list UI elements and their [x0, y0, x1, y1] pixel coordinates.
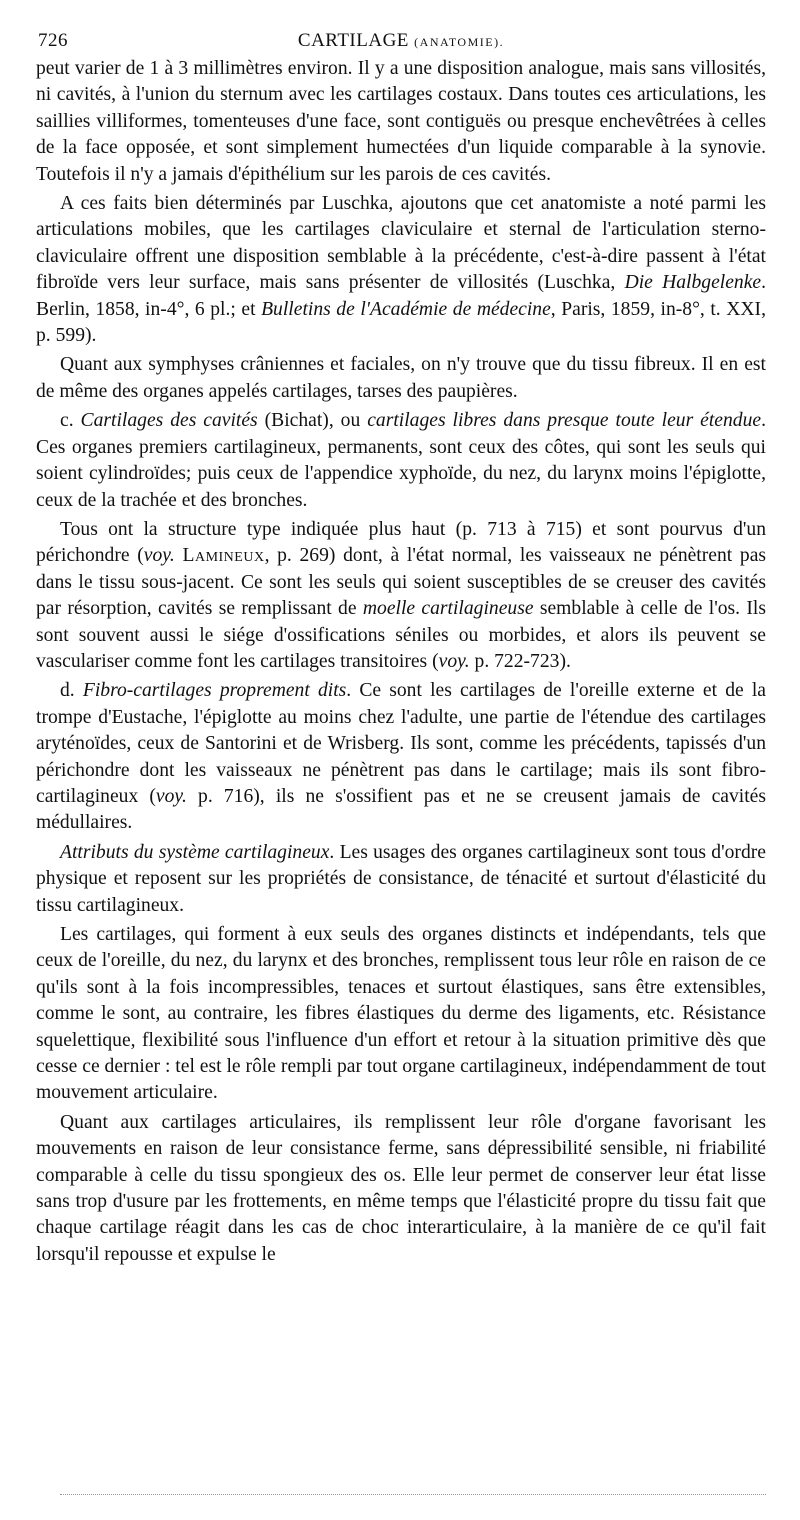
- text-segment: Les cartilages, qui forment à eux seuls des organes distincts et indépendants, tels que ceux de l'oreille, du nez, du larynx et des bronches, remplissent tous leur rôle en raison de ce qu'ils sont à la fois incompressibles, tenaces et surtout élastiques, sans être extensibles, comme le sont, au contraire, les fibres élastiques du derme des ligaments, etc. Résistance squelettique, flexibilité sous l'influence d'un effort et retour à la situation primitive dès que cesse ce dernier : tel est le rôle rempli par tout organe cartilagineux, indépendamment de tout mouvement articulaire.: [36, 924, 766, 1104]
- body-text: [36, 56, 766, 1268]
- text-segment: Quant aux cartilages articulaires, ils remplissent leur rôle d'organe favorisant les mouvements en raison de leur consistance ferme, sans dépressibilité sensible, ni friabilité comparable à celle du tissu spongieux des os. Elle leur permet de conserver leur état lisse sans trop d'usure par les frottements, en même temps que l'élasticité propre du tissu fait que chaque cartilage réagit dans les cas de choc interarticulaire, à la manière de ce qu'il fait lorsqu'il repousse et expulse le: [36, 1111, 766, 1265]
- text-segment: peut varier de 1 à 3 millimètres environ. Il y a une disposition analogue, mais sans villosités, ni cavités, à l'union du sternum avec les cartilages costaux. Dans toutes ces articulations, les saillies villiformes, tomenteuses d'une face, sont contiguës ou presque enchevêtrées à celles de la face opposée, et sont simplement humectées d'un liquide comparable à la synovie. Toutefois il n'y a jamais d'épithélium sur les parois de ces cavités.: [36, 58, 766, 185]
- text-segment: . Berlin, 1858, in-4°, 6 pl.; et: [36, 272, 767, 320]
- running-header: [36, 26, 766, 56]
- text-segment: . Les usages des organes cartilagineux sont tous d'ordre physique et reposent sur les propriétés de consistance, de ténacité et surtout d'élasticité du tissu cartilagineux.: [36, 841, 766, 916]
- paragraph-p5: [36, 517, 766, 675]
- footer-dotted-rule: [60, 1494, 766, 1495]
- paragraph-p4: [36, 408, 766, 514]
- text-segment: Lamineux: [182, 545, 265, 567]
- text-segment: moelle cartilagineuse: [362, 598, 534, 620]
- text-segment: cartilages libres dans presque toute leur étendue: [367, 410, 762, 432]
- text-segment: d.: [60, 680, 83, 702]
- text-segment: Quant aux symphyses crâniennes et faciales, on n'y trouve que du tissu fibreux. Il en est de même des organes appelés cartilages, tarses des paupières.: [36, 354, 766, 402]
- text-segment: voy.: [155, 785, 187, 807]
- text-segment: A ces faits bien déterminés par Luschka, ajoutons que cet anatomiste a noté parmi les articulations mobiles, que les cartilages claviculaire et sternal de l'articulation sterno-claviculaire offrent une disposition semblable à la précédente, c'est-à-dire passent à l'état fibroïde vers leur surface, mais sans présenter de villosités (Luschka,: [36, 193, 766, 294]
- paragraph-p3: [36, 352, 766, 405]
- paragraph-p9: [36, 1110, 766, 1268]
- running-title-main: CARTILAGE: [297, 30, 409, 51]
- text-segment: c.: [60, 410, 81, 432]
- paragraph-p1: [36, 56, 766, 188]
- text-segment: Attributs du système cartilagineux: [60, 841, 330, 863]
- text-segment: voy.: [143, 545, 175, 567]
- text-segment: voy.: [438, 650, 470, 672]
- paragraph-p7: [36, 840, 766, 919]
- text-segment: , p. 269) dont, à l'état normal, les vaisseaux ne pénètrent pas dans le tissu sous-jacent. Ce sont les seuls qui soient susceptibles de se creuser des cavités par résorption, cavités se remplissant de: [36, 545, 767, 620]
- text-segment: . Ce sont les cartilages de l'oreille externe et de la trompe d'Eustache, l'épiglotte au moins chez l'adulte, une partie de l'étendue des cartilages aryténoïdes, ceux de Santorini et de Wrisberg. Ils sont, comme les précédents, tapissés d'un périchondre dont les vaisseaux ne pénètrent pas dans le cartilage; mais ils sont fibro-cartilagineux (: [36, 680, 766, 807]
- text-segment: Cartilages des cavités: [80, 410, 258, 432]
- text-segment: semblable à celle de l'os. Ils sont souvent aussi le siége d'ossifications séniles ou morbides, et alors ils peuvent se vasculariser comme font les cartilages transitoires (: [36, 598, 766, 672]
- text-segment: Bulletins de l'Académie de médecine: [261, 298, 551, 320]
- running-title: [36, 30, 766, 52]
- text-segment: Fibro-cartilages proprement dits: [82, 680, 347, 702]
- text-segment: , Paris, 1859, in-8°, t. XXI, p. 599).: [36, 298, 766, 347]
- text-segment: Die Halbgelenke: [624, 272, 762, 294]
- running-title-sub: (ANATOMIE).: [414, 35, 505, 49]
- text-segment: (Bichat), ou: [257, 410, 368, 432]
- text-segment: p. 722-723).: [469, 650, 571, 672]
- paragraph-p8: [36, 922, 766, 1107]
- text-segment: p. 716), ils ne s'ossifient pas et ne se creusent jamais de cavités médullaires.: [36, 785, 766, 834]
- paragraph-p6: [36, 678, 766, 836]
- page-number: 726: [38, 30, 68, 51]
- paragraph-p2: [36, 191, 766, 349]
- text-segment: Tous ont la structure type indiquée plus haut (p. 713 à 715) et sont pourvus d'un périchondre (: [36, 518, 766, 567]
- text-segment: . Ces organes premiers cartilagineux, permanents, sont ceux des côtes, qui sont les seuls qui soient cylindroïdes; puis ceux de l'appendice xyphoïde, du nez, du larynx moins l'épiglotte, ceux de la trachée et des bronches.: [36, 410, 766, 511]
